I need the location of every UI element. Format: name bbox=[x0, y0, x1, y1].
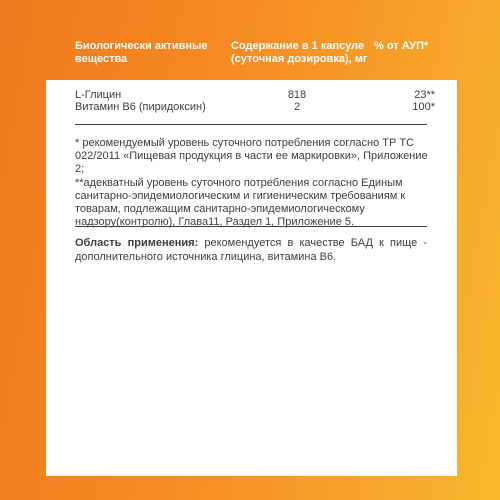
table-row bbox=[75, 89, 435, 101]
row-name: Витамин B6 (пиридоксин) bbox=[75, 101, 206, 113]
header-daily-percent: % от АУП* bbox=[374, 40, 429, 52]
divider bbox=[75, 226, 427, 227]
footnotes bbox=[75, 137, 435, 229]
row-percent: 23** bbox=[414, 89, 435, 101]
row-percent: 100* bbox=[412, 101, 435, 113]
header-content: Содержание в 1 капсуле (суточная дозировка), мг bbox=[231, 40, 368, 65]
divider bbox=[75, 124, 427, 125]
application-label: Область применения: bbox=[75, 237, 199, 249]
header-substances: Биологически активные вещества bbox=[75, 40, 208, 65]
row-name: L-Глицин bbox=[75, 89, 122, 101]
row-amount: 2 bbox=[293, 101, 301, 113]
application-section bbox=[75, 236, 427, 264]
table-row bbox=[75, 101, 435, 113]
application-text: рекомендуется в качестве БАД к пище - дополнительного источника глицина, витамина В6. bbox=[75, 237, 427, 263]
footnote-1: * рекомендуемый уровень суточного потребления согласно ТР ТС 022/2011 «Пищевая продукция в части ее маркировки», Приложение 2; bbox=[75, 137, 428, 176]
footnote-2: **адекватный уровень суточного потребления согласно Единым санитарно-эпидемиологическим и гигиеническим требованиям к товарам, подлежащим санитарно-эпидемиологическому надзору(контролю), Глава11, Раздел 1, Приложение 5. bbox=[75, 176, 406, 229]
nutrient-table bbox=[75, 89, 435, 113]
row-amount: 818 bbox=[287, 89, 307, 101]
